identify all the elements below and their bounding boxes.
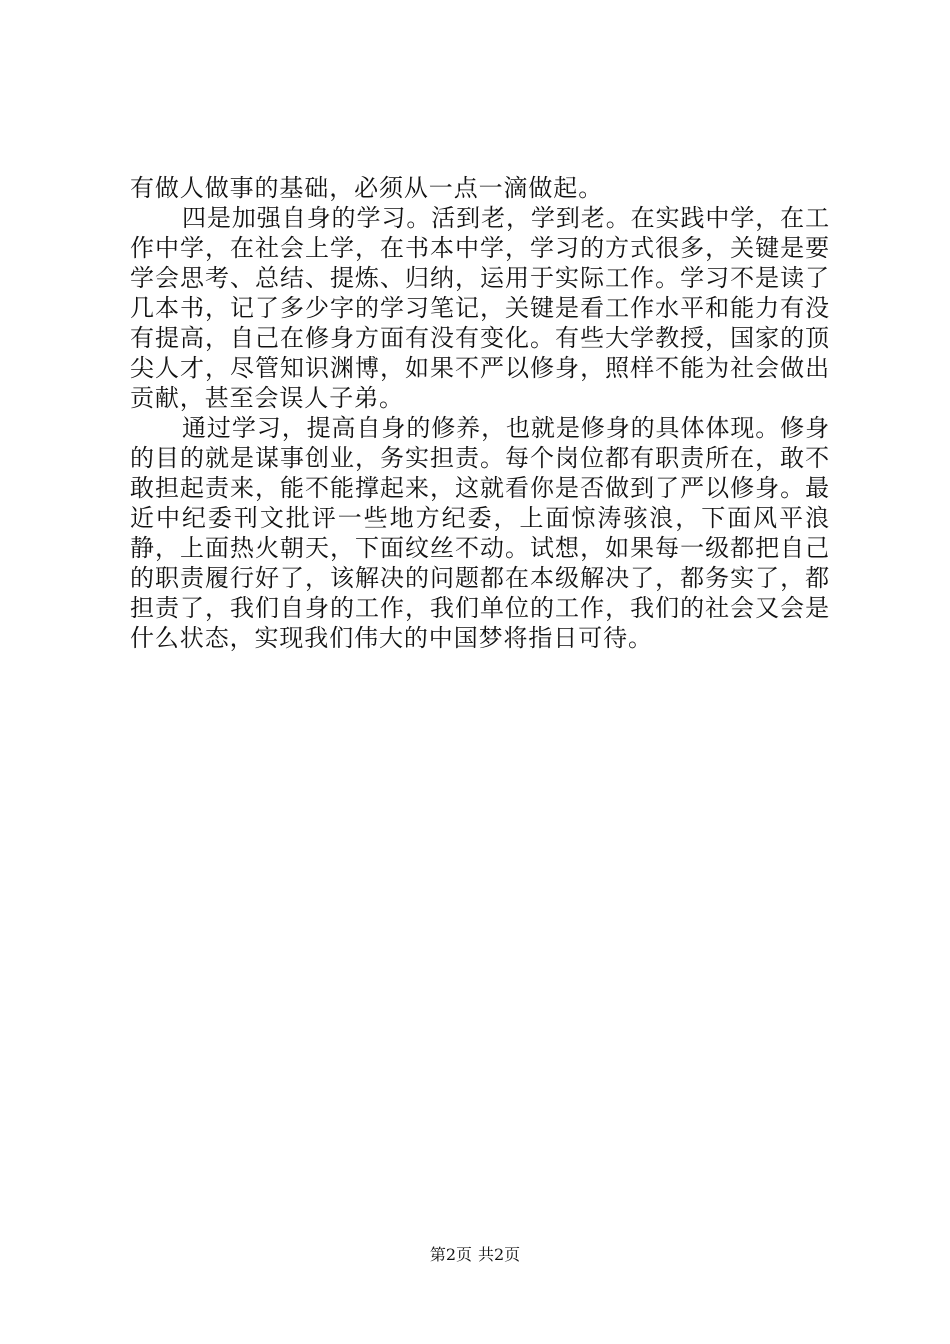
page-footer bbox=[0, 1245, 950, 1265]
paragraph-2: 四是加强自身的学习。活到老，学到老。在实践中学，在工作中学，在社会上学，在书本中学，学习的方式很多，关键是要学会思考、总结、提炼、归纳，运用于实际工作。学习不是读了几本书，记了多少字的学习笔记，关键是看工作水平和能力有没有提高，自己在修身方面有没有变化。有些大学教授，国家的顶尖人才，尽管知识渊博，如果不严以修身，照样不能为社会做出贡献，甚至会误人子弟。 bbox=[130, 204, 830, 412]
document-body bbox=[130, 173, 830, 653]
page-number-total: 共2页 bbox=[478, 1245, 521, 1264]
paragraph-1: 有做人做事的基础，必须从一点一滴做起。 bbox=[130, 174, 604, 202]
paragraph-3: 通过学习，提高自身的修养，也就是修身的具体体现。修身的目的就是谋事创业，务实担责。每个岗位都有职责所在，敢不敢担起责来，能不能撑起来，这就看你是否做到了严以修身。最近中纪委刊文批评一些地方纪委，上面惊涛骇浪，下面风平浪静，上面热火朝天，下面纹丝不动。试想，如果每一级都把自己的职责履行好了，该解决的问题都在本级解决了，都务实了，都担责了，我们自身的工作，我们单位的工作，我们的社会又会是什么状态，实现我们伟大的中国梦将指日可待。 bbox=[130, 414, 830, 652]
page-number-current: 第2页 bbox=[429, 1245, 472, 1264]
